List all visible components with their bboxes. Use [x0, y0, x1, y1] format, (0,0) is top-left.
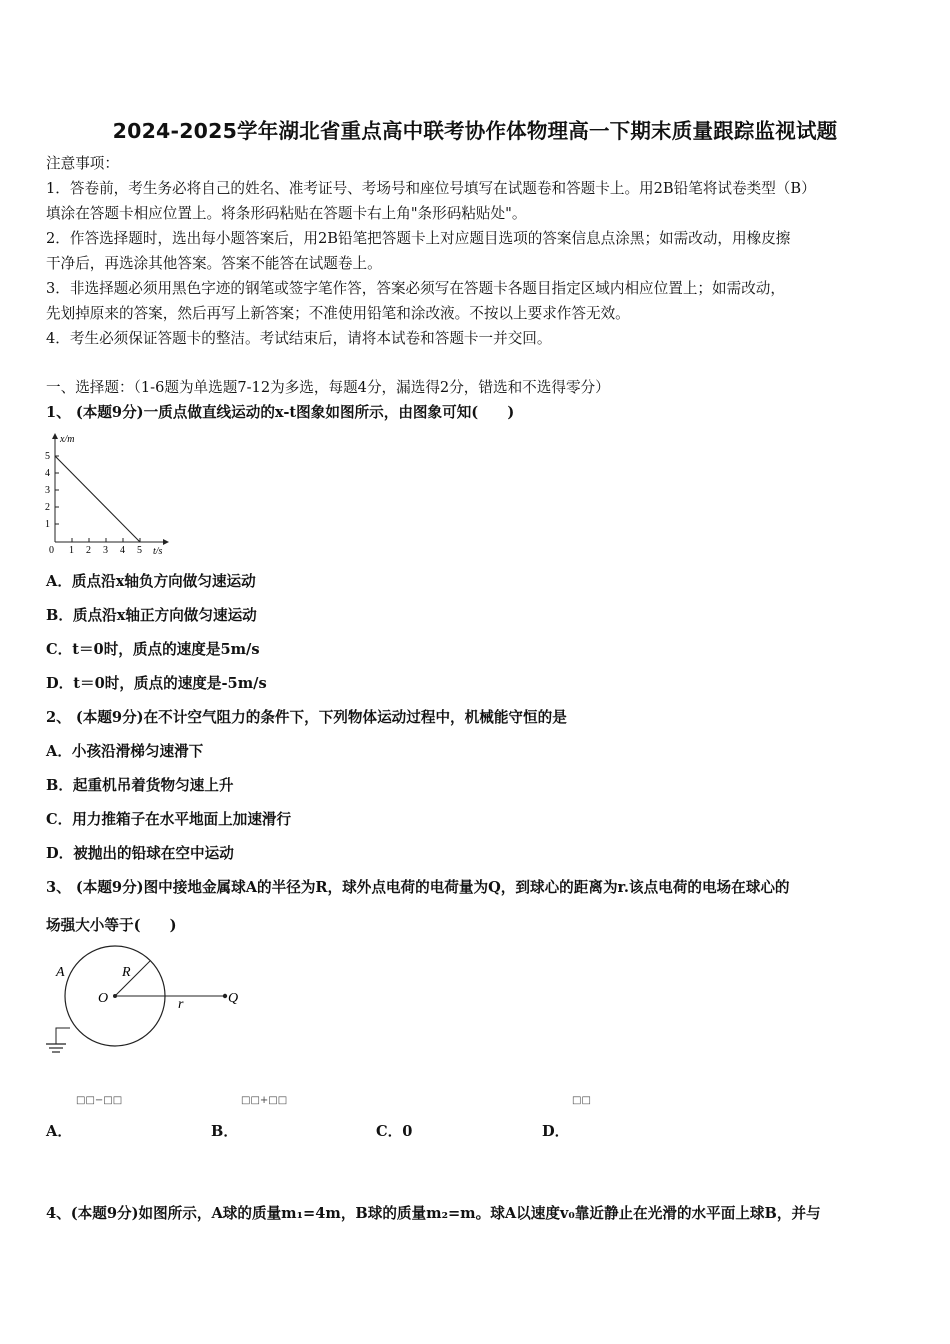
notice-line: 4．考生必须保证答题卡的整洁。考试结束后，请将本试卷和答题卡一并交回。	[46, 330, 552, 347]
x-tick: 4	[120, 545, 125, 556]
point-charge	[223, 994, 227, 998]
radius-line	[115, 961, 150, 996]
y-tick: 3	[45, 485, 50, 496]
notice-line: 填涂在答题卡相应位置上。将条形码粘贴在答题卡右上角"条形码粘贴处"。	[46, 205, 527, 222]
q3-option-b: B．	[211, 1123, 238, 1140]
q3-sphere-figure	[40, 948, 260, 1058]
ground-wire	[56, 1028, 70, 1044]
x-axis-label: t/s	[153, 546, 163, 557]
q2-option-c: C．用力推箱子在水平地面上加速滑行	[46, 811, 292, 828]
question-4-stem: 4、(本题9分)如图所示，A球的质量m₁=4m，B球的质量m₂=m。球A以速度v₀靠近静止在光滑的水平面上球B，并与	[46, 1205, 821, 1222]
x-tick: 1	[69, 545, 74, 556]
notice-line: 2．作答选择题时，选出每小题答案后，用2B铅笔把答题卡上对应题目选项的答案信息点涂黑；如需改动，用橡皮擦	[46, 230, 791, 247]
q1-option-c: C．t＝0时，质点的速度是5m/s	[46, 641, 260, 658]
page-title: 2024-2025学年湖北省重点高中联考协作体物理高一下期末质量跟踪监视试题	[112, 119, 838, 143]
notice-line: 1．答卷前，考生务必将自己的姓名、准考证号、考场号和座位号填写在试题卷和答题卡上。用2B铅笔将试卷类型（B）	[46, 180, 816, 197]
q3-option-d: D．	[542, 1123, 570, 1140]
question-1-stem: 1、 (本题9分)一质点做直线运动的x-t图象如图所示，由图象可知( )	[46, 404, 515, 421]
q3-option-a: A．	[46, 1123, 72, 1140]
q1-xt-graph	[40, 430, 180, 560]
x-tick: 2	[86, 545, 91, 556]
y-tick: 1	[45, 519, 50, 530]
question-2-stem: 2、 (本题9分)在不计空气阻力的条件下，下列物体运动过程中，机械能守恒的是	[46, 709, 567, 726]
notice-line: 3．非选择题必须用黑色字迹的钢笔或签字笔作答，答案必须写在答题卡各题目指定区域内相应位置上；如需改动，	[46, 280, 785, 297]
origin-label: 0	[49, 545, 54, 556]
q3-option-a-formula: □□−□□	[76, 1095, 123, 1106]
notice-heading: 注意事项：	[46, 155, 119, 172]
question-3-stem: 3、 (本题9分)图中接地金属球A的半径为R，球外点电荷的电荷量为Q，到球心的距离为r.该点电荷的电场在球心的	[46, 879, 790, 896]
q2-option-b: B．起重机吊着货物匀速上升	[46, 777, 234, 794]
q1-option-b: B．质点沿x轴正方向做匀速运动	[46, 607, 257, 624]
label-A: A	[56, 965, 65, 980]
x-tick: 3	[103, 545, 108, 556]
label-O: O	[98, 991, 109, 1006]
q3-option-d-formula: □□	[572, 1095, 591, 1106]
notice-line: 干净后，再选涂其他答案。答案不能答在试题卷上。	[46, 255, 382, 272]
y-tick: 4	[45, 468, 50, 479]
notice-line: 先划掉原来的答案，然后再写上新答案；不准使用铅笔和涂改液。不按以上要求作答无效。	[46, 305, 630, 322]
x-tick: 5	[137, 545, 142, 556]
label-Q: Q	[228, 991, 239, 1006]
y-tick: 2	[45, 502, 50, 513]
q3-option-c: C．0	[376, 1123, 413, 1140]
xt-line	[55, 456, 140, 542]
label-R: R	[122, 965, 131, 980]
label-r: r	[178, 997, 184, 1012]
question-3-stem-cont: 场强大小等于( )	[46, 917, 177, 934]
q1-option-a: A．质点沿x轴负方向做匀速运动	[46, 573, 256, 590]
q2-option-a: A．小孩沿滑梯匀速滑下	[46, 743, 204, 760]
q2-option-d: D．被抛出的铅球在空中运动	[46, 845, 234, 862]
section-heading: 一、选择题：（1-6题为单选题7-12为多选，每题4分，漏选得2分，错选和不选得零分）	[46, 379, 610, 396]
y-axis-label: x/m	[60, 434, 75, 445]
q1-option-d: D．t＝0时，质点的速度是-5m/s	[46, 675, 267, 692]
y-tick: 5	[45, 451, 50, 462]
q3-option-b-formula: □□+□□	[241, 1095, 288, 1106]
